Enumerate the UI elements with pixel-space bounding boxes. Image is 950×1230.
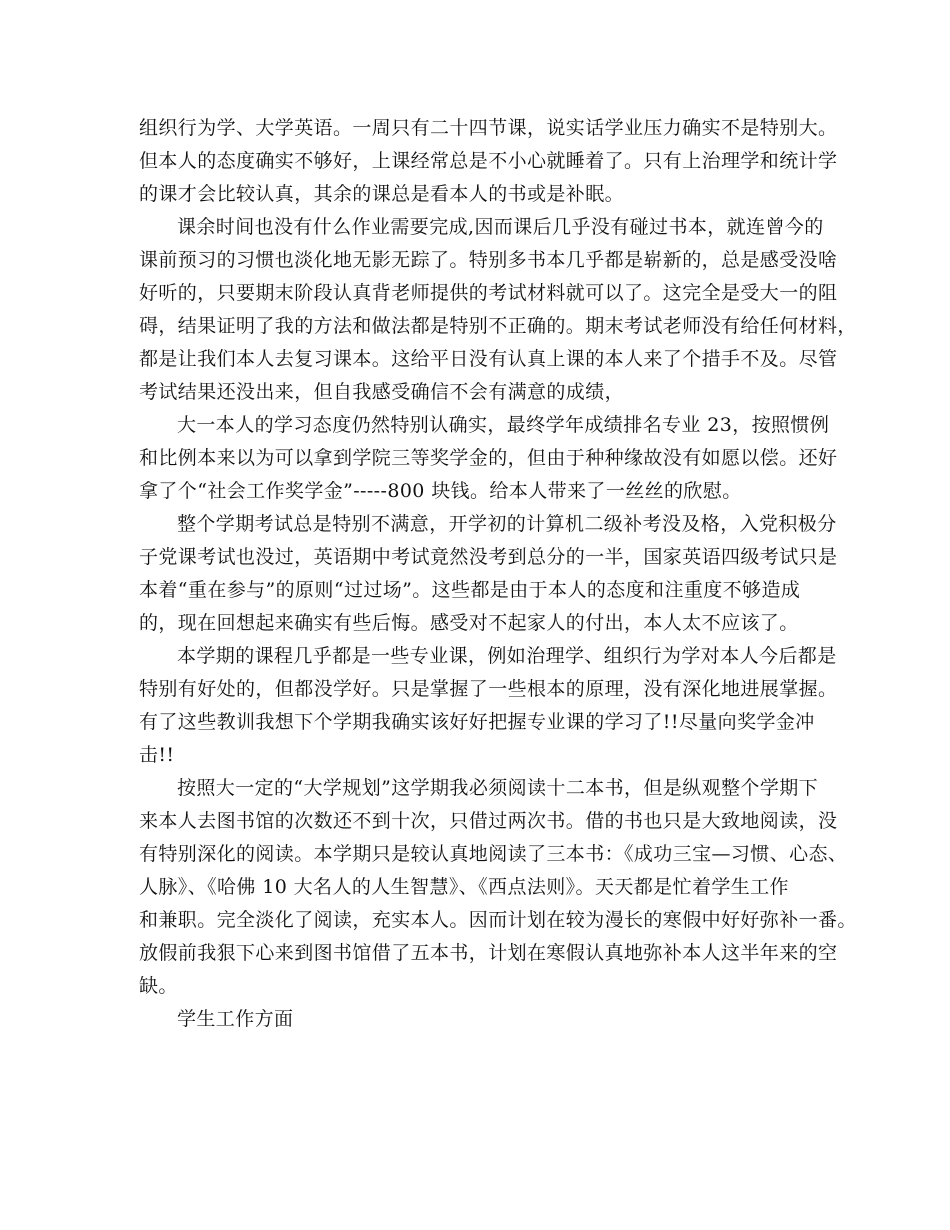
text-line: 课前预习的习惯也淡化地无影无踪了。特别多书本几乎都是崭新的，总是感受没啥 [139, 249, 838, 271]
text-line: 拿了个“社会工作奖学金”-----800 块钱。给本人带来了一丝丝的欣慰。 [139, 480, 742, 502]
text-line: 的，现在回想起来确实有些后悔。感受对不起家人的付出，本人太不应该了。 [139, 612, 799, 634]
text-line: 组织行为学、大学英语。一周只有二十四节课，说实话学业压力确实不是特别大。 [139, 117, 838, 139]
text-line: 好听的，只要期末阶段认真背老师提供的考试材料就可以了。这完全是受大一的阻 [139, 282, 838, 304]
paragraph-start-line: 整个学期考试总是特别不满意，开学初的计算机二级补考没及格，入党积极分 [177, 513, 837, 535]
section-heading-line: 学生工作方面 [177, 1008, 294, 1030]
paragraph-start-line: 按照大一定的“大学规划”这学期我必须阅读十二本书，但是纵观整个学期下 [177, 777, 819, 799]
paragraph-start-line: 课余时间也没有什么作业需要完成,因而课后几乎没有碰过书本，就连曾今的 [177, 216, 824, 238]
text-line: 考试结果还没出来，但自我感受确信不会有满意的成绩， [139, 381, 625, 403]
text-line: 的课才会比较认真，其余的课总是看本人的书或是补眠。 [139, 183, 625, 205]
text-line: 碍，结果证明了我的方法和做法都是特别不正确的。期末考试老师没有给任何材料， [139, 315, 857, 337]
text-line: 和兼职。完全淡化了阅读，充实本人。因而计划在较为漫长的寒假中好好弥补一番。 [139, 909, 857, 931]
text-line: 和比例本来以为可以拿到学院三等奖学金的，但由于种种缘故没有如愿以偿。还好 [139, 447, 838, 469]
text-line: 子党课考试也没过，英语期中考试竟然没考到总分的一半，国家英语四级考试只是 [139, 546, 838, 568]
text-line: 特别有好处的，但都没学好。只是掌握了一些根本的原理，没有深化地进展掌握。 [139, 678, 838, 700]
text-line: 击!! [139, 744, 175, 766]
text-line: 来本人去图书馆的次数还不到十次，只借过两次书。借的书也只是大致地阅读，没 [139, 810, 838, 832]
text-line: 都是让我们本人去复习课本。这给平日没有认真上课的本人来了个措手不及。尽管 [139, 348, 838, 370]
text-line: 有特别深化的阅读。本学期只是较认真地阅读了三本书：《成功三宝—习惯、心态、 [139, 843, 848, 865]
text-line: 但本人的态度确实不够好，上课经常总是不小心就睡着了。只有上治理学和统计学 [139, 150, 838, 172]
text-line: 人脉》、《哈佛 10 大名人的人生智慧》、《西点法则》。天天都是忙着学生工作 [139, 876, 789, 898]
text-line: 放假前我狠下心来到图书馆借了五本书，计划在寒假认真地弥补本人这半年来的空 [139, 942, 838, 964]
paragraph-start-line: 大一本人的学习态度仍然特别认确实，最终学年成绩排名专业 23，按照惯例 [177, 414, 830, 436]
text-line: 本着“重在参与”的原则“过过场”。这些都是由于本人的态度和注重度不够造成 [139, 579, 801, 601]
text-line: 有了这些教训我想下个学期我确实该好好把握专业课的学习了!!尽量向奖学金冲 [139, 711, 815, 733]
body-text [139, 112, 857, 1036]
text-line: 缺。 [139, 975, 178, 997]
paragraph-start-line: 本学期的课程几乎都是一些专业课，例如治理学、组织行为学对本人今后都是 [177, 645, 837, 667]
